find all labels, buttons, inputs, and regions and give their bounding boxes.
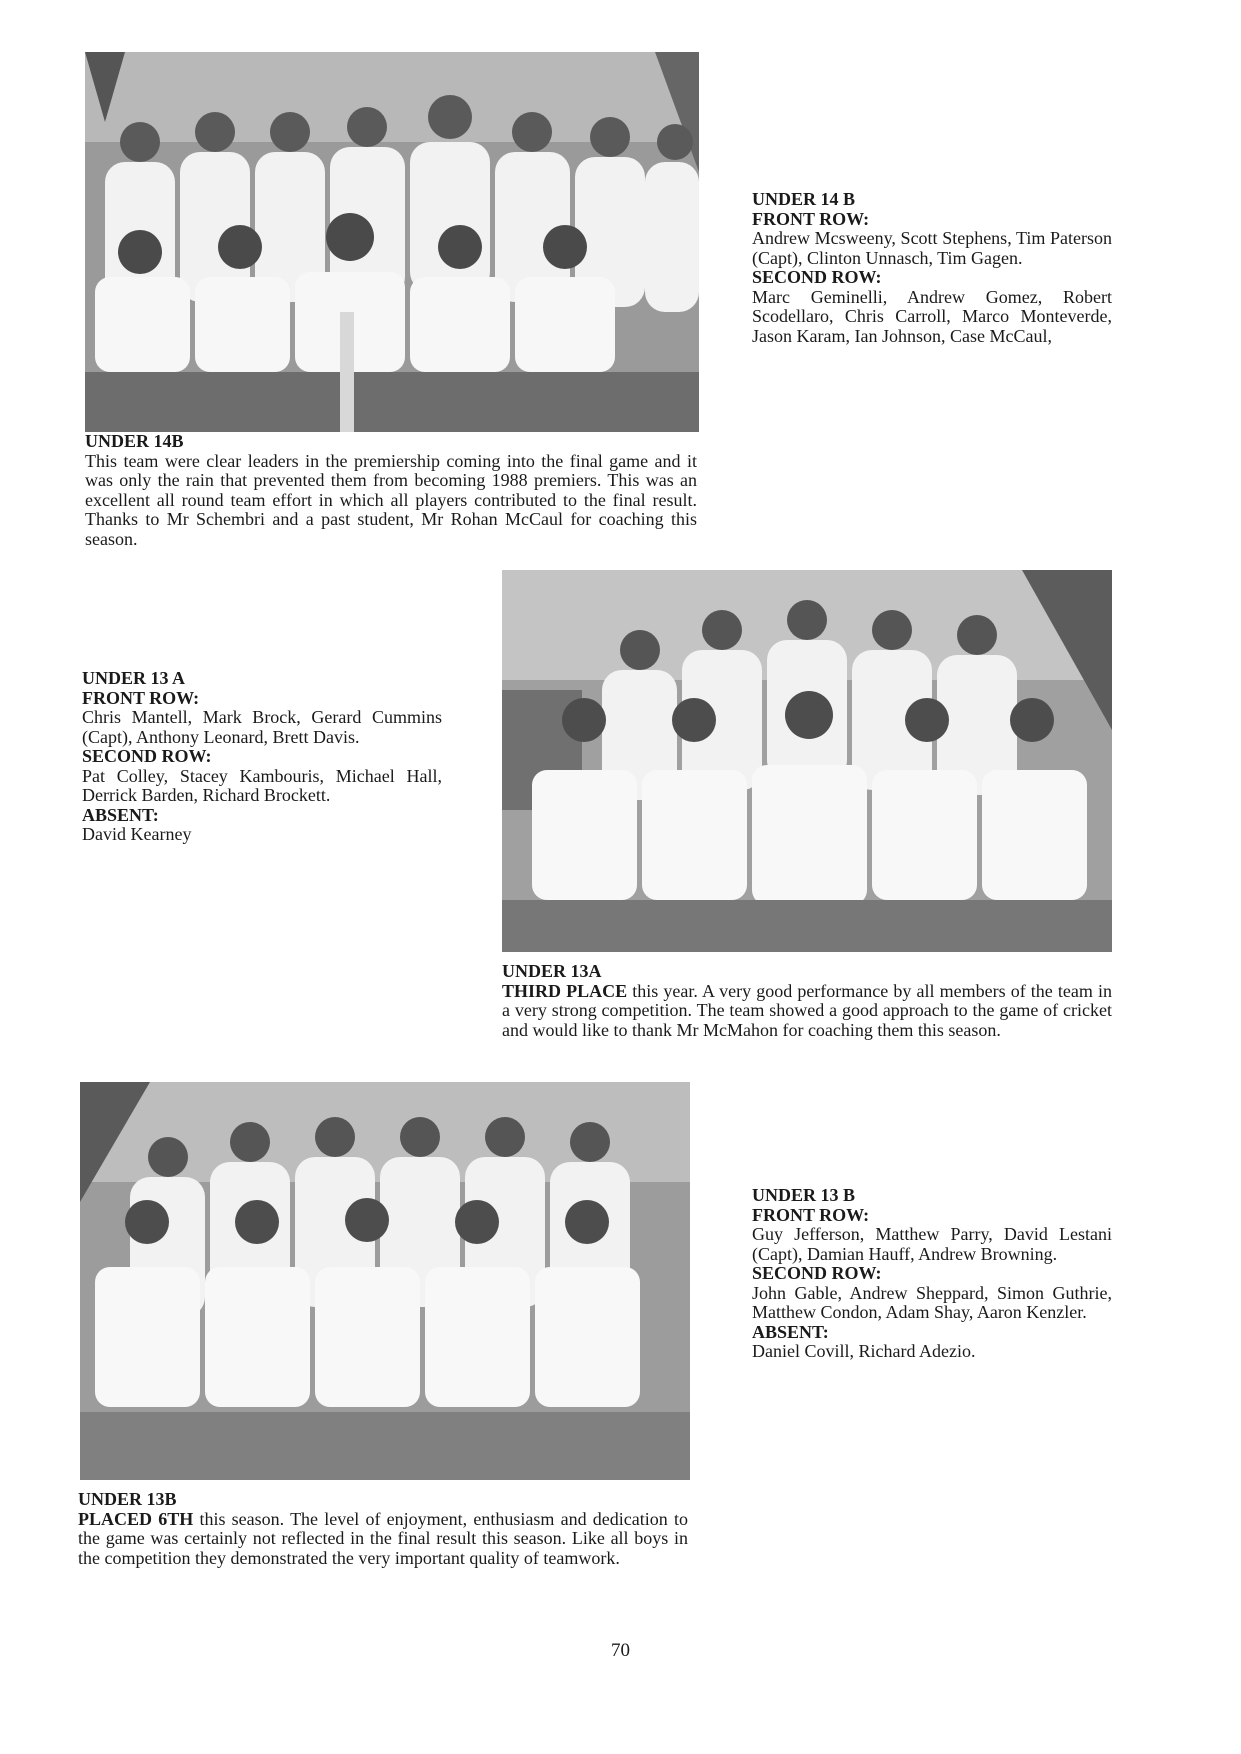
caption-paragraph (78, 1510, 688, 1569)
absent-label: ABSENT: (82, 804, 159, 825)
caption-text: this year. A very good performance by all members of the team in a very strong competition. The team showed a good approach to the game of cricket and would like to thank Mr McMahon for coaching them this season. (502, 980, 1113, 1040)
under-13b-team-photo (80, 1082, 690, 1480)
under-13a-roster (82, 669, 442, 845)
second-row-names: Pat Colley, Stacey Kambouris, Michael Hall, Derrick Barden, Richard Brockett. (82, 765, 442, 805)
second-row-label: SECOND ROW: (752, 1263, 882, 1283)
roster-title: UNDER 13 A (82, 668, 186, 688)
caption-lead: THIRD PLACE (502, 980, 628, 1001)
second-row-names: Marc Geminelli, Andrew Gomez, Robert Scodellaro, Chris Carroll, Marco Monteverde, Jason Karam, Ian Johnson, Case McCaul, (752, 286, 1112, 346)
second-row-names: John Gable, Andrew Sheppard, Simon Guthrie, Matthew Condon, Adam Shay, Aaron Kenzler. (752, 1282, 1112, 1322)
caption-text: this season. The level of enjoyment, enthusiasm and dedication to the game was certainly not reflected in the final result this season. Like all boys in the competition they demonstrated the very important quality of teamwork. (78, 1508, 688, 1568)
under-13a-caption (502, 962, 1112, 1040)
roster-title: UNDER 13 B (752, 1185, 856, 1205)
second-row-label: SECOND ROW: (82, 746, 212, 766)
front-row-label: FRONT ROW: (82, 687, 200, 708)
page-number: 70 (611, 1640, 630, 1661)
under-13a-team-photo (502, 570, 1112, 952)
front-row-names: Chris Mantell, Mark Brock, Gerard Cummins (Capt), Anthony Leonard, Brett Davis. (82, 707, 442, 747)
caption-paragraph (502, 982, 1112, 1041)
absent-names: Daniel Covill, Richard Adezio. (752, 1341, 976, 1361)
absent-label: ABSENT: (752, 1321, 829, 1342)
caption-text: This team were clear leaders in the premiership coming into the final game and it was only the rain that prevented them from becoming 1988 premiers. This was an excellent all round team effort in which all players contributed to the final result. Thanks to Mr Schembri and a past student, Mr Rohan McCaul for coaching this season. (85, 450, 697, 549)
caption-title: UNDER 14B (85, 431, 184, 451)
caption-title: UNDER 13B (78, 1489, 177, 1509)
second-row-label: SECOND ROW: (752, 267, 882, 287)
front-row-label: FRONT ROW: (752, 208, 870, 229)
front-row-names: Andrew Mcsweeny, Scott Stephens, Tim Paterson (Capt), Clinton Unnasch, Tim Gagen. (752, 228, 1112, 268)
caption-lead: PLACED 6TH (78, 1508, 194, 1529)
roster-title: UNDER 14 B (752, 189, 856, 209)
front-row-label: FRONT ROW: (752, 1204, 870, 1225)
absent-names: David Kearney (82, 824, 192, 844)
under-14b-roster (752, 190, 1112, 346)
under-13b-caption (78, 1490, 688, 1568)
under-14b-team-photo (85, 52, 699, 432)
under-13b-roster (752, 1186, 1112, 1362)
caption-title: UNDER 13A (502, 961, 602, 981)
front-row-names: Guy Jefferson, Matthew Parry, David Lestani (Capt), Damian Hauff, Andrew Browning. (752, 1224, 1112, 1264)
under-14b-caption (85, 432, 697, 549)
